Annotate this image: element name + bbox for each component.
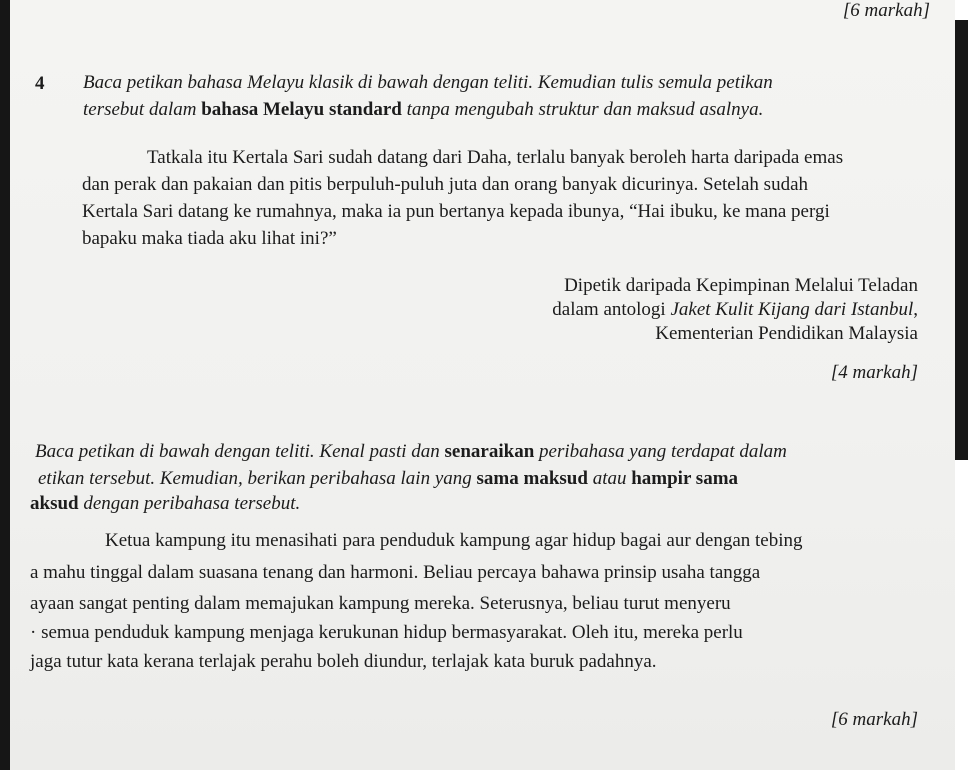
q5-instruction-line-2 <box>38 468 738 490</box>
marks-label-bottom: [6 markah] <box>830 709 918 730</box>
q5-instr-part: Baca petikan di bawah dengan teliti. Kenal pasti dan <box>35 441 445 462</box>
q5-passage-line-2: a mahu tinggal dalam suasana tenang dan harmoni. Beliau percaya bahawa prinsip usaha tangga <box>30 562 761 583</box>
scan-left-edge <box>0 0 10 770</box>
q5-passage-line-3: ayaan sangat penting dalam memajukan kampung mereka. Seterusnya, beliau turut menyeru <box>30 593 731 614</box>
source-line-3: Kementerian Pendidikan Malaysia <box>655 323 918 344</box>
q4-passage-line-4: bapaku maka tiada aku lihat ini?” <box>82 228 337 249</box>
q4-instr-part: tersebut dalam <box>83 99 202 120</box>
source-part: , <box>913 299 918 320</box>
q5-passage-line-4: · semua penduduk kampung menjaga kerukunan hidup bermasyarakat. Oleh itu, mereka perlu <box>30 622 743 643</box>
source-line-2 <box>552 299 918 321</box>
q5-instr-bold: sama maksud <box>476 468 588 489</box>
q5-instruction-line-3 <box>30 493 300 515</box>
q5-instruction-line-1 <box>35 441 787 463</box>
q5-instr-part: atau <box>587 468 632 489</box>
q5-instr-part: dengan peribahasa tersebut. <box>78 493 301 514</box>
q4-instr-part: tanpa mengubah struktur dan maksud asalnya. <box>401 99 764 120</box>
q4-passage-line-3: Kertala Sari datang ke rumahnya, maka ia pun bertanya kepada ibunya, “Hai ibuku, ke mana pergi <box>82 201 830 222</box>
q5-instr-bold: aksud <box>30 493 79 514</box>
q5-instr-bold: senaraikan <box>444 441 535 462</box>
q4-instruction-line-1: Baca petikan bahasa Melayu klasik di bawah dengan teliti. Kemudian tulis semula petikan <box>83 72 773 93</box>
q5-passage-line-1: Ketua kampung itu menasihati para penduduk kampung agar hidup bagai aur dengan tebing <box>105 530 803 551</box>
antology-title: Jaket Kulit Kijang dari Istanbul <box>670 299 914 320</box>
q4-instruction-line-2 <box>83 99 763 121</box>
q5-instr-bold: hampir sama <box>631 468 739 489</box>
q5-passage-line-5: jaga tutur kata kerana terlajak perahu boleh diundur, terlajak kata buruk padahnya. <box>30 651 657 672</box>
q5-instr-part: peribahasa yang terdapat dalam <box>534 441 787 462</box>
exam-page <box>10 0 955 770</box>
source-line-1: Dipetik daripada Kepimpinan Melalui Teladan <box>564 275 918 296</box>
q4-passage-line-2: dan perak dan pakaian dan pitis berpuluh-puluh juta dan orang banyak dicurinya. Setelah sudah <box>82 174 808 195</box>
q5-instr-part: etikan tersebut. Kemudian, berikan peribahasa lain yang <box>38 468 477 489</box>
question-number: 4 <box>35 73 45 94</box>
q4-passage-line-1: Tatkala itu Kertala Sari sudah datang dari Daha, terlalu banyak beroleh harta daripada emas <box>147 147 844 168</box>
marks-label-top: [6 markah] <box>842 0 930 21</box>
scan-right-edge <box>955 20 968 460</box>
marks-label-mid: [4 markah] <box>830 362 918 383</box>
q4-instr-bold: bahasa Melayu standard <box>201 99 402 120</box>
source-part: dalam antologi <box>552 299 671 320</box>
